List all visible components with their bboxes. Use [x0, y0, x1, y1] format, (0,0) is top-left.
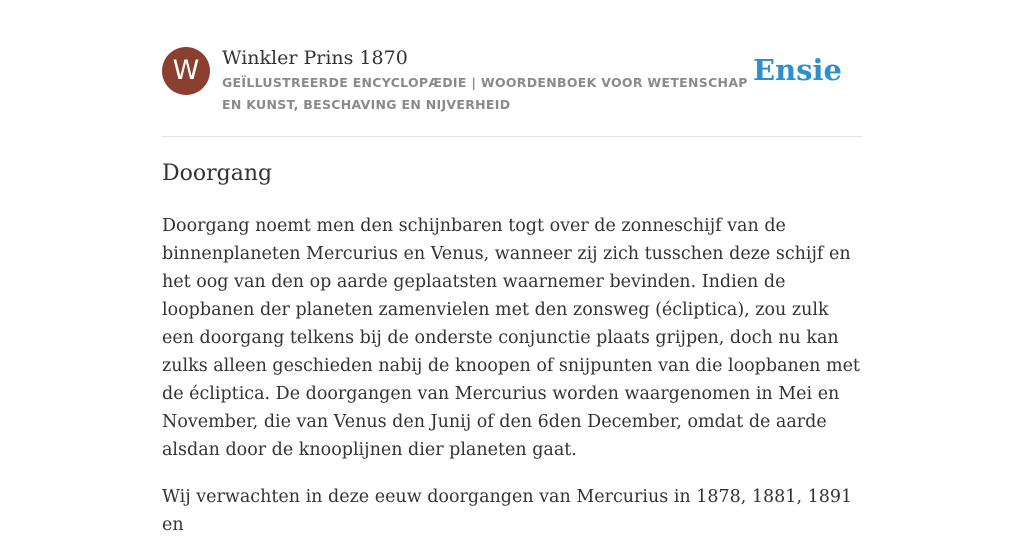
source-title[interactable]: Winkler Prins 1870 [222, 47, 408, 69]
ensie-logo[interactable]: Ensie [753, 53, 842, 87]
source-subtitle: GEÏLLUSTREERDE ENCYCLOPÆDIE | WOORDENBOEK VOOR WETENSCHAP EN KUNST, BESCHAVING EN NIJVERHEID [222, 75, 748, 112]
entry-title: Doorgang [162, 161, 273, 186]
source-header [162, 44, 862, 137]
avatar[interactable]: W [162, 47, 210, 95]
entry-paragraph: Wij verwachten in deze eeuw doorgangen van Mercurius in 1878, 1881, 1891 en [162, 487, 853, 535]
entry-body [162, 212, 862, 558]
entry-paragraph: Doorgang noemt men den schijnbaren togt over de zonneschijf van de binnenplaneten Mercurius en Venus, wanneer zij zich tusschen deze schijf en het oog van den op aarde geplaatsten waarnemer bevinden. Indien de loopbanen der planeten zamenvielen met den zonsweg (écliptica), zou zulk een doorgang telkens bij de onderste conjunctie plaats grijpen, doch nu kan zulks alleen geschieden nabij de knoopen of snijpunten van die loopbanen met de écliptica. De doorgangen van Mercurius worden waargenomen in Mei en November, die van Venus den Junij of den 6den December, omdat de aarde alsdan door de knooplijnen dier planeten gaat. [162, 216, 860, 460]
